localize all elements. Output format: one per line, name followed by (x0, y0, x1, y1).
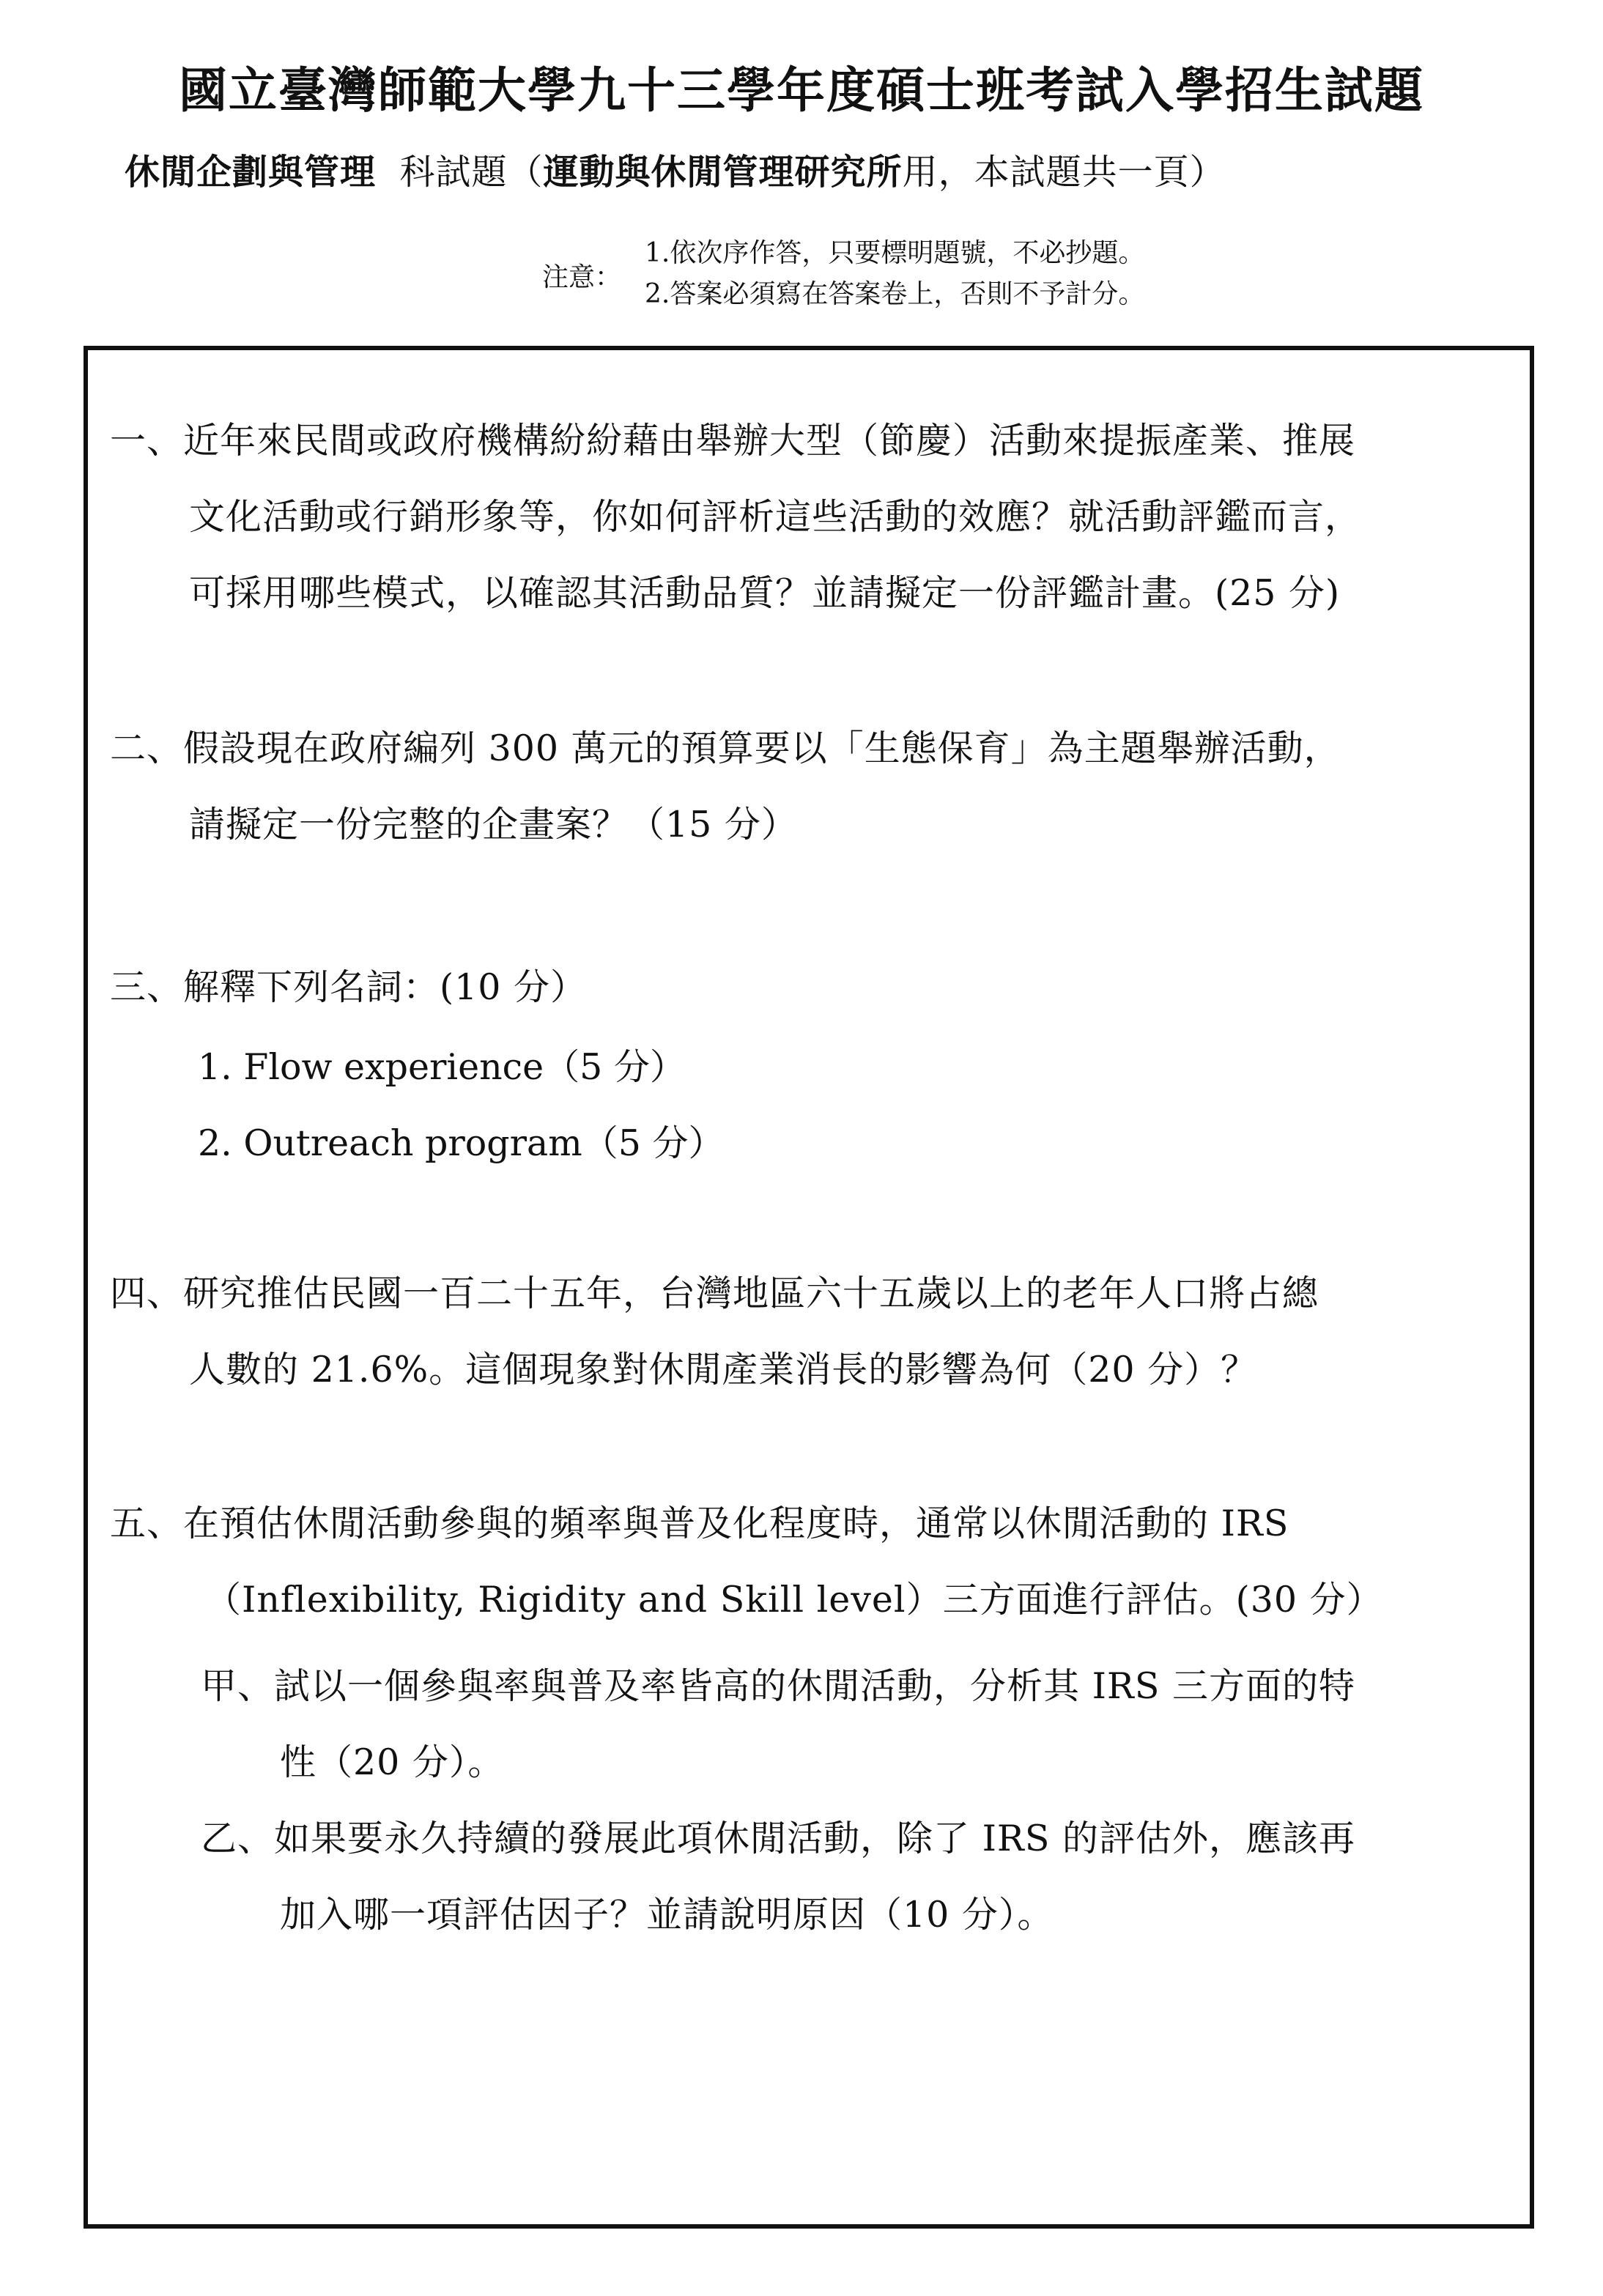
question-3-heading: 三、解釋下列名詞：(10 分） (110, 966, 588, 1008)
question-3 (110, 949, 587, 1026)
question-2 (110, 711, 1341, 863)
institute-name: 運動與休閒管理研究所 (543, 152, 903, 193)
question-5-part-b (201, 1801, 1355, 1953)
question-5-line-1: 五、在預估休閒活動參與的頻率與普及化程度時，通常以休閒活動的 IRS (110, 1503, 1289, 1544)
notice-item-2: 2.答案必須寫在答案卷上，否則不予計分。 (645, 279, 1145, 309)
question-1-line-3: 可採用哪些模式，以確認其活動品質？並請擬定一份評鑑計畫。(25 分) (189, 572, 1341, 614)
subject-suffix: 科試題（ (399, 152, 544, 193)
notice-items (645, 233, 1144, 315)
question-3-term-2: 2. Outreach program（5 分） (198, 1122, 725, 1164)
exam-subtitle (125, 144, 1226, 194)
question-4-line-2: 人數的 21.6%。這個現象對休閒產業消長的影響為何（20 分）？ (189, 1349, 1258, 1390)
question-5-part-a-line-1: 甲、試以一個參與率與普及率皆高的休閒活動，分析其 IRS 三方面的特 (201, 1665, 1355, 1707)
question-1-line-2: 文化活動或行銷形象等，你如何評析這些活動的效應？就活動評鑑而言， (189, 496, 1362, 538)
notice-label: 注意： (542, 262, 622, 292)
question-3-term-1: 1. Flow experience（5 分） (198, 1046, 686, 1088)
question-5-part-a-line-2: 性（20 分）。 (280, 1741, 505, 1783)
question-5 (110, 1486, 1383, 1638)
question-2-line-1: 二、假設現在政府編列 300 萬元的預算要以「生態保育」為主題舉辦活動， (110, 727, 1341, 769)
exam-title: 國立臺灣師範大學九十三學年度碩士班考試入學招生試題 (179, 62, 1424, 119)
question-5-part-a (201, 1648, 1355, 1801)
question-5-part-b-line-2: 加入哪一項評估因子？並請說明原因（10 分）。 (280, 1894, 1054, 1936)
question-4 (110, 1256, 1319, 1408)
question-2-line-2: 請擬定一份完整的企畫案？（15 分） (189, 804, 798, 845)
usage-note: 用，本試題共一頁） (902, 152, 1226, 193)
subject-name: 休閒企劃與管理 (125, 152, 377, 193)
question-1 (110, 403, 1361, 632)
notice-item-1: 1.依次序作答，只要標明題號，不必抄題。 (645, 238, 1145, 268)
question-5-line-2: （Inflexibility, Rigidity and Skill level）三方面進行評估。(30 分） (205, 1579, 1383, 1621)
question-4-line-1: 四、研究推估民國一百二十五年，台灣地區六十五歲以上的老年人口將占總 (110, 1273, 1319, 1314)
question-1-line-1: 一、近年來民間或政府機構紛紛藉由舉辦大型（節慶）活動來提振產業、推展 (110, 420, 1356, 462)
question-5-part-b-line-1: 乙、如果要永久持續的發展此項休閒活動，除了 IRS 的評估外，應該再 (201, 1818, 1355, 1859)
